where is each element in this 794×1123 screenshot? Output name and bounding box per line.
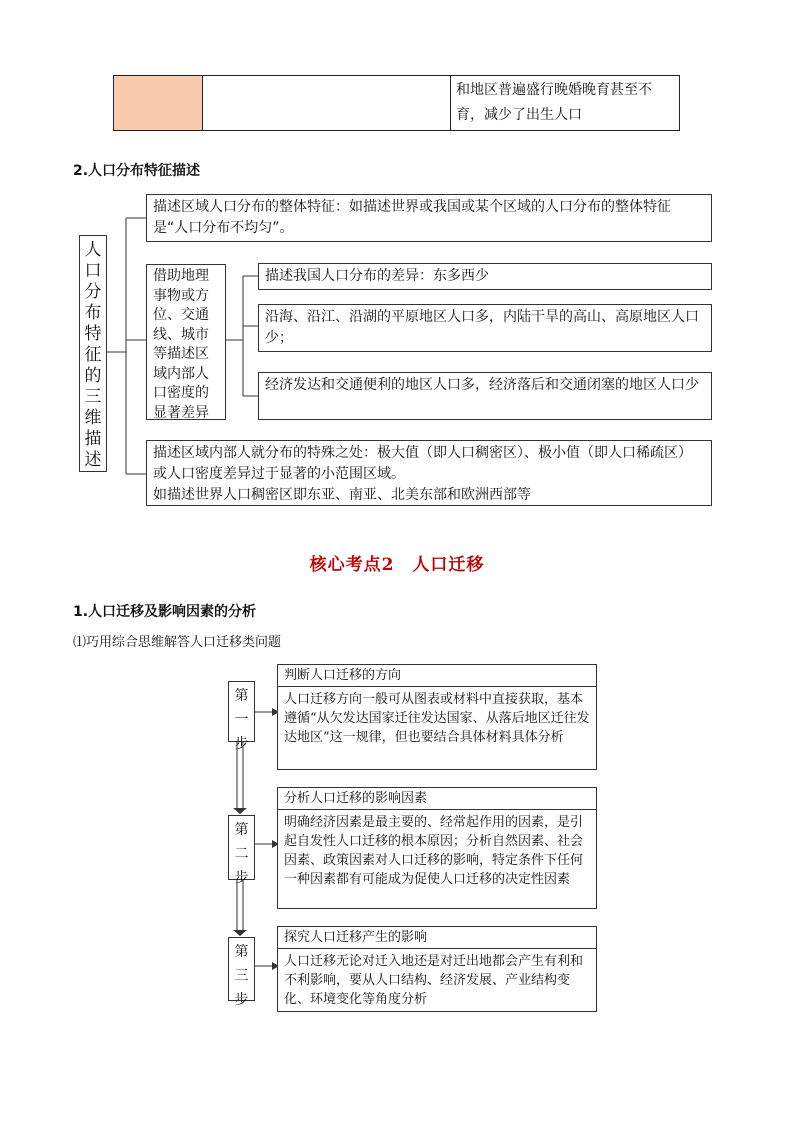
core-topic-title: 核心考点2 人口迁移 bbox=[309, 555, 485, 575]
step-2-title: 分析人口迁移的影响因素 bbox=[278, 788, 596, 810]
table-text-cell: 和地区普遍盛行晚婚晚育甚至不育，减少了出生人口 bbox=[456, 82, 652, 123]
plain-highland-box: 沿海、沿江、沿湖的平原地区人口多，内陆干旱的高山、高原地区人口少； bbox=[258, 304, 712, 352]
section-heading-distribution: 2.人口分布特征描述 bbox=[73, 163, 201, 179]
landmark-description-label: 借助地理事物或方位、交通线、城市等描述区域内部人口密度的显著差异 bbox=[146, 264, 226, 420]
step-2-body: 明确经济因素是最主要的、经常起作用的因素，是引起自发性人口迁移的根本原因；分析自然因素、社会因素、政策因素对人口迁移的影响，特定条件下任何一种因素都有可能成为促使人口迁移的决定性因素 bbox=[284, 815, 584, 887]
special-feature-example: 如描述世界人口稠密区即东亚、南亚、北美东部和欧洲西部等 bbox=[153, 487, 531, 503]
three-dimension-label: 人口分布特征的三维描述 bbox=[79, 235, 107, 472]
step-1-title: 判断人口迁移的方向 bbox=[278, 665, 596, 687]
step-3-box bbox=[277, 926, 597, 1012]
step-1-body: 人口迁移方向一般可从图表或材料中直接获取，基本遵循“从欠发达国家迁往发达国家、从落后地区迁往发达地区”这一规律，但也要结合具体材料具体分析 bbox=[284, 692, 590, 745]
step-3-body: 人口迁移无论对迁入地还是对迁出地都会产生有利和不利影响，要从人口结构、经济发展、产业结构变化、环境变化等角度分析 bbox=[284, 954, 584, 1007]
section-heading-migration: 1.人口迁移及影响因素的分析 bbox=[73, 604, 257, 620]
overall-feature-box: 描述区域人口分布的整体特征：如描述世界或我国或某个区域的人口分布的整体特征是“人口分布不均匀”。 bbox=[146, 194, 712, 242]
economy-traffic-box: 经济发达和交通便利的地区人口多，经济落后和交通闭塞的地区人口少 bbox=[258, 372, 712, 420]
special-feature-box bbox=[146, 440, 712, 506]
step-3-title: 探究人口迁移产生的影响 bbox=[278, 927, 596, 949]
step-2-label: 第二步 bbox=[228, 815, 255, 880]
step-1-box bbox=[277, 664, 597, 770]
step-1-label: 第一步 bbox=[228, 681, 255, 742]
special-feature-text: 描述区域内部人就分布的特殊之处：极大值（即人口稠密区）、极小值（即人口稀疏区）或人口密度差异过于显著的小范围区域。 bbox=[153, 445, 692, 482]
section-subheading: ⑴巧用综合思维解答人口迁移类问题 bbox=[73, 635, 282, 650]
step-3-label: 第三步 bbox=[228, 937, 255, 1001]
step-2-box bbox=[277, 787, 597, 909]
china-difference-box: 描述我国人口分布的差异：东多西少 bbox=[258, 263, 712, 290]
